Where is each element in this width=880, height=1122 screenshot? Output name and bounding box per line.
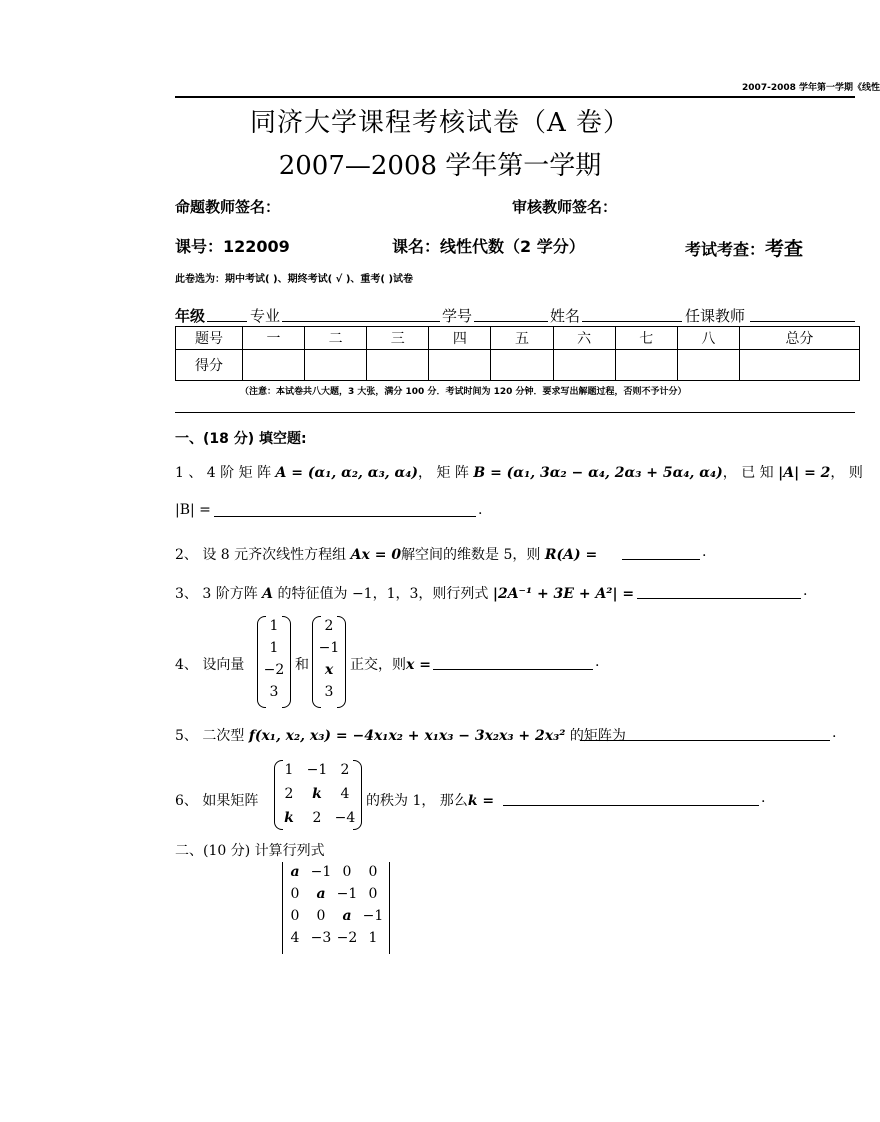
- det-entry: 0: [368, 864, 378, 880]
- q6-variable: k =: [467, 793, 495, 809]
- det-entry: a: [290, 864, 300, 880]
- q6-text: 6、 如果矩阵: [175, 793, 259, 809]
- name-blank[interactable]: [582, 321, 682, 322]
- q1-answer-prompt: |B| =: [175, 502, 211, 518]
- matrix-entry: 4: [340, 786, 350, 802]
- det-entry: −1: [310, 864, 332, 880]
- det-entry: −1: [336, 886, 358, 902]
- vector-entry: x: [324, 662, 334, 678]
- question-4-tail: [350, 654, 431, 674]
- column-header: 八: [677, 327, 739, 350]
- author-signature-label: 命题教师签名：: [175, 198, 281, 216]
- det-entry: a: [316, 886, 326, 902]
- student-id-blank[interactable]: [474, 321, 548, 322]
- score-label: 得分: [176, 350, 243, 381]
- teacher-blank[interactable]: [750, 321, 855, 322]
- score-cell[interactable]: [553, 350, 615, 381]
- question-2: [175, 544, 597, 564]
- exam-type-value: 考查: [765, 238, 804, 260]
- course-code-value: 122009: [223, 237, 290, 256]
- exam-note: （注意：本试卷共八大题，3 大张，满分 100 分．考试时间为 120 分钟．要求写出解题过程，否则不予计分）: [240, 387, 687, 397]
- score-cell[interactable]: [429, 350, 491, 381]
- vector-entry: 1: [269, 618, 279, 634]
- exam-title: 同济大学课程考核试卷（A 卷）: [249, 108, 631, 138]
- q1-text-4: ， 则: [830, 465, 863, 481]
- matrix-entry: 1: [284, 762, 294, 778]
- running-head: 2007-2008 学年第一学期《线性: [742, 83, 880, 93]
- question-number-label: 题号: [176, 327, 243, 350]
- student-id-label: 学号: [442, 307, 473, 325]
- vector-entry: 3: [269, 684, 279, 700]
- q1-matrix-b: B = (α₁, 3α₂ − α₄, 2α₃ + 5α₄, α₄): [473, 465, 723, 481]
- matrix-entry: −4: [334, 810, 356, 826]
- q2-period: .: [702, 544, 707, 560]
- q6-period: .: [761, 790, 766, 806]
- course-name-value: 线性代数（2 学分）: [440, 237, 585, 256]
- score-cell[interactable]: [615, 350, 677, 381]
- name-label: 姓名: [550, 307, 581, 325]
- det-entry: −1: [362, 908, 384, 924]
- q5-quadratic-form: f(x₁, x₂, x₃) = −4x₁x₂ + x₁x₃ − 3x₂x₃ + 2x₃²: [248, 728, 566, 744]
- major-label: 专业: [250, 307, 281, 325]
- major-blank[interactable]: [282, 321, 440, 322]
- q3-answer-blank[interactable]: [637, 598, 801, 599]
- column-header: 一: [243, 327, 305, 350]
- q3-determinant: |2A⁻¹ + 3E + A²| =: [492, 586, 635, 602]
- question-1: [175, 462, 863, 482]
- teacher-label: 任课教师: [685, 307, 746, 325]
- score-cell[interactable]: [305, 350, 367, 381]
- matrix-entry: 2: [284, 786, 294, 802]
- q1-condition: |A| = 2: [778, 465, 831, 481]
- score-cell[interactable]: [677, 350, 739, 381]
- score-cell[interactable]: [491, 350, 553, 381]
- question-6-tail: [366, 790, 494, 810]
- q4-vector-2: [312, 616, 346, 708]
- exam-term: 2007—2008 学年第一学期: [278, 151, 602, 181]
- section1-heading: 一、(18 分) 填空题:: [175, 431, 307, 447]
- matrix-entry: 2: [312, 810, 322, 826]
- score-cell[interactable]: [243, 350, 305, 381]
- q5-answer-blank[interactable]: [580, 740, 830, 741]
- q6-text-2: 的秩为 1， 那么: [366, 793, 468, 809]
- q2-answer-blank[interactable]: [622, 559, 700, 560]
- det-entry: −3: [310, 930, 332, 946]
- question-3: [175, 583, 634, 603]
- q3-matrix: A: [262, 586, 274, 602]
- column-header: 七: [615, 327, 677, 350]
- q4-text: 4、 设向量: [175, 657, 245, 673]
- q6-answer-blank[interactable]: [503, 805, 759, 806]
- grade-label: 年级: [175, 307, 206, 325]
- vector-entry: −1: [318, 640, 340, 656]
- column-header: 三: [367, 327, 429, 350]
- matrix-entry: k: [312, 786, 322, 802]
- grade-blank[interactable]: [207, 321, 247, 322]
- matrix-entry: 2: [340, 762, 350, 778]
- determinant: [282, 862, 390, 954]
- course-name: [392, 234, 585, 257]
- score-cell[interactable]: [739, 350, 859, 381]
- score-cell[interactable]: [367, 350, 429, 381]
- reviewer-signature-label: 审核教师签名：: [512, 198, 618, 216]
- q1-period: .: [478, 502, 483, 518]
- q4-and: 和: [295, 657, 309, 673]
- det-entry: 0: [342, 864, 352, 880]
- vector-entry: 3: [324, 684, 334, 700]
- course-name-label: 课名：: [392, 237, 441, 256]
- q1-text-2: ， 矩 阵: [418, 465, 469, 481]
- q4-vector-1: [257, 616, 291, 708]
- vector-entry: −2: [263, 662, 285, 678]
- det-entry: 0: [290, 908, 300, 924]
- q6-matrix: [274, 760, 362, 830]
- q1-text: 1 、 4 阶 矩 阵: [175, 465, 272, 481]
- det-entry: −2: [336, 930, 358, 946]
- exam-type: [685, 234, 803, 261]
- vector-entry: 1: [269, 640, 279, 656]
- q5-text: 5、 二次型: [175, 728, 245, 744]
- q1-matrix-a: A = (α₁, α₂, α₃, α₄): [275, 465, 418, 481]
- q1-text-3: ， 已 知: [722, 465, 774, 481]
- q2-rank: R(A) =: [544, 547, 598, 563]
- q3-period: .: [803, 583, 808, 599]
- question-5: [175, 725, 626, 745]
- q4-text-2: 正交，则: [350, 657, 406, 673]
- column-header: 六: [553, 327, 615, 350]
- q2-text-2: 解空间的维数是 5，则: [401, 547, 541, 563]
- q2-text: 2、 设 8 元齐次线性方程组: [175, 547, 347, 563]
- course-code: [175, 234, 290, 257]
- det-entry: a: [342, 908, 352, 924]
- column-header: 二: [305, 327, 367, 350]
- course-code-label: 课号：: [175, 237, 224, 256]
- q4-variable: x =: [406, 657, 431, 673]
- exam-type-label: 考试考查：: [685, 240, 766, 259]
- det-entry: 0: [316, 908, 326, 924]
- q1-answer-blank[interactable]: [214, 516, 476, 517]
- det-entry: 0: [290, 886, 300, 902]
- score-table: [175, 326, 860, 381]
- exam-kind-line: 此卷选为：期中考试( )、期终考试( √ )、重考( )试卷: [175, 274, 414, 285]
- q3-text-2: 的特征值为 −1，1，3，则行列式: [277, 586, 489, 602]
- det-entry: 4: [290, 930, 300, 946]
- section2-heading: 二、(10 分) 计算行列式: [175, 843, 325, 859]
- vector-entry: 2: [324, 618, 334, 634]
- column-header: 总分: [739, 327, 859, 350]
- note-rule: [175, 412, 855, 413]
- q5-period: .: [832, 725, 837, 741]
- det-entry: 1: [368, 930, 378, 946]
- header-rule: [175, 96, 855, 98]
- matrix-entry: −1: [306, 762, 328, 778]
- q5-text-2: 的矩阵为: [569, 728, 626, 744]
- matrix-entry: k: [284, 810, 294, 826]
- q4-period: .: [595, 654, 600, 670]
- q3-text: 3、 3 阶方阵: [175, 586, 258, 602]
- column-header: 四: [429, 327, 491, 350]
- q2-equation: Ax = 0: [350, 547, 402, 563]
- column-header: 五: [491, 327, 553, 350]
- q4-answer-blank[interactable]: [433, 669, 593, 670]
- det-entry: 0: [368, 886, 378, 902]
